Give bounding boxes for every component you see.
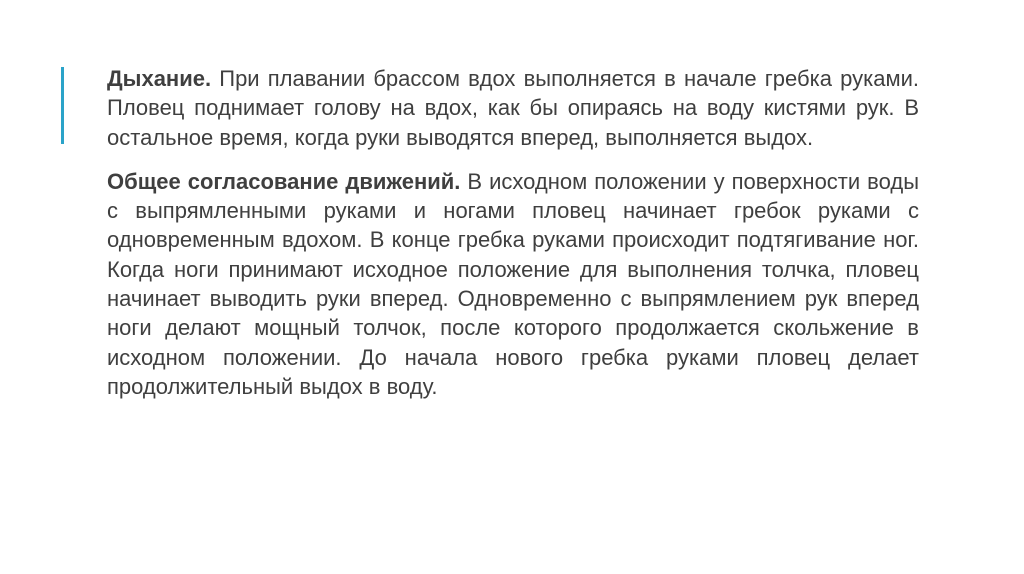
paragraph-text-breathing: При плавании брассом вдох выполняется в начале гребка руками. Пловец поднимает голову на вдох, как бы опираясь на воду кистями рук. В остальное время, когда руки выводятся вперед, выполняется выдох. xyxy=(107,66,919,150)
slide-body xyxy=(107,64,919,401)
paragraph-breathing xyxy=(107,64,919,152)
paragraph-lead-coordination: Общее согласование движений. xyxy=(107,168,461,194)
paragraph-coordination xyxy=(107,167,919,401)
paragraph-text-coordination: В исходном положении у поверхности воды с выпрямленными руками и ногами пловец начинает гребок руками с одновременным вдохом. В конце гребка руками происходит подтягивание ног. Когда ноги принимают исходное положение для выполнения толчка, пловец начинает выводить руки вперед. Одновременно с выпрямлением рук вперед ноги делают мощный толчок, после которого продолжается скольжение в исходном положении. До начала нового гребка руками пловец делает продолжительный выдох в воду. xyxy=(107,168,920,399)
paragraph-lead-breathing: Дыхание. xyxy=(107,66,212,91)
accent-bar xyxy=(61,67,64,144)
